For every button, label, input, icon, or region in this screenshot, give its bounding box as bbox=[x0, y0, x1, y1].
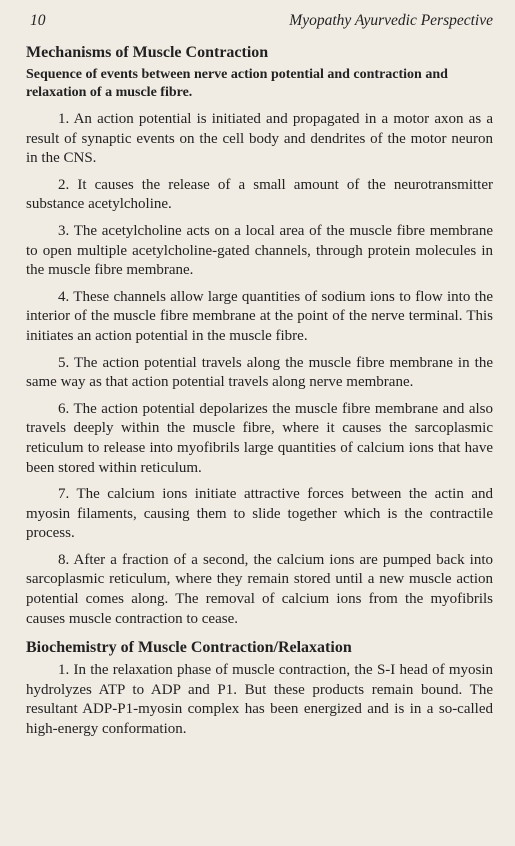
list-item: 1. An action potential is initiated and propagated in a motor axon as a result of synaptic events on the cell body and dendrites of the motor neuron in the CNS. bbox=[26, 111, 493, 167]
list-item: 7. The calcium ions initiate attractive forces between the actin and myosin filaments, causing them to slide together which is the contractile process. bbox=[26, 486, 493, 542]
list-item: 1. In the relaxation phase of muscle contraction, the S-I head of myosin hydrolyzes ATP to ADP and P1. But these products remain bound. The resultant ADP-P1-myosin complex has been energized and is in a so-called high-energy conformation. bbox=[26, 662, 493, 738]
list-item: 5. The action potential travels along the muscle fibre membrane in the same way as that action potential travels along nerve membrane. bbox=[26, 354, 493, 391]
section-heading: Biochemistry of Muscle Contraction/Relaxation bbox=[26, 639, 352, 657]
list-item: 8. After a fraction of a second, the calcium ions are pumped back into sarcoplasmic reticulum, where they remain stored until a new muscle action potential comes along. The removal of calcium ions from the myofibrils causes muscle contraction to cease. bbox=[26, 551, 493, 627]
page-header bbox=[26, 12, 493, 30]
list-item: 6. The action potential depolarizes the muscle fibre membrane and also travels deeply within the muscle fibre, where it causes the sarcoplasmic reticulum to release into myofibrils large quantities of calcium ions that have been stored within reticulum. bbox=[26, 400, 493, 476]
page-number: 10 bbox=[30, 12, 46, 29]
section-mechanisms bbox=[26, 44, 493, 629]
list-item: 2. It causes the release of a small amount of the neurotransmitter substance acetylcholine. bbox=[26, 176, 493, 213]
section-subheading: Sequence of events between nerve action potential and contraction and relaxation of a muscle fibre. bbox=[26, 67, 448, 100]
list-item: 4. These channels allow large quantities of sodium ions to flow into the interior of the muscle fibre membrane at the point of the nerve terminal. This initiates an action potential in the muscle fibre. bbox=[26, 288, 493, 344]
section-heading: Mechanisms of Muscle Contraction bbox=[26, 44, 269, 61]
list-item: 3. The acetylcholine acts on a local area of the muscle fibre membrane to open multiple acetylcholine-gated channels, through protein molecules in the muscle fibre membrane. bbox=[26, 222, 493, 279]
running-title: Myopathy Ayurvedic Perspective bbox=[289, 12, 493, 29]
section-biochemistry bbox=[26, 639, 493, 739]
